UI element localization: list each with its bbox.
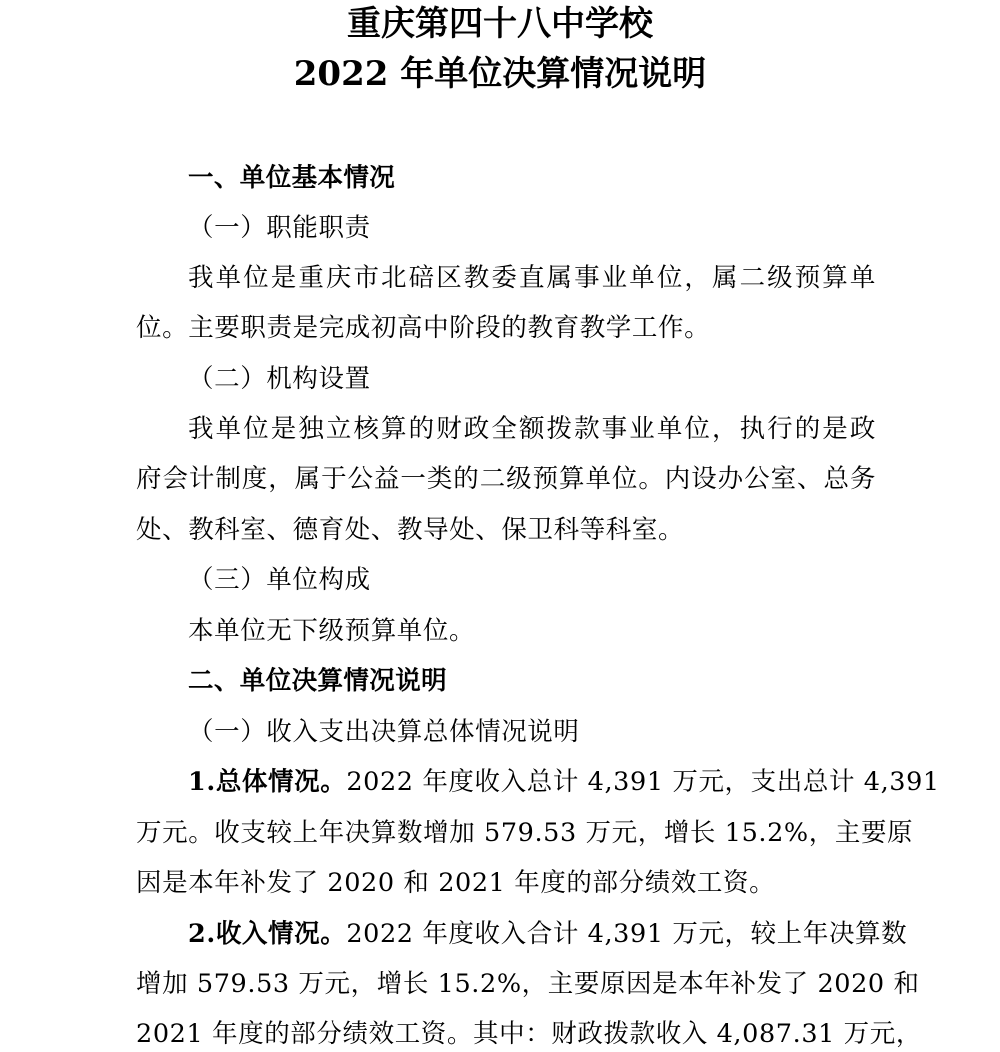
paragraph-line: 本单位无下级预算单位。	[188, 616, 476, 646]
subsection-heading-income-expenditure: （一）收入支出决算总体情况说明	[188, 717, 580, 747]
paragraph-line: 2021 年度的部分绩效工资。其中：财政拨款收入 4,087.31 万元，	[136, 1019, 922, 1049]
section-heading-basic-info: 一、单位基本情况	[188, 163, 396, 193]
subsection-heading-functions: （一）职能职责	[188, 213, 371, 243]
paragraph-text: 2022 年度收入合计 4,391 万元，较上年决算数	[346, 919, 908, 949]
paragraph-line: 我单位是重庆市北碚区教委直属事业单位，属二级预算单	[188, 263, 876, 293]
subsection-heading-organization: （二）机构设置	[188, 364, 371, 394]
paragraph-line: 处、教科室、德育处、教导处、保卫科等科室。	[136, 515, 685, 545]
paragraph-text: 2022 年度收入总计 4,391 万元，支出总计 4,391	[346, 767, 940, 797]
paragraph-line-overall	[188, 764, 940, 800]
paragraph-line: 府会计制度，属于公益一类的二级预算单位。内设办公室、总务	[136, 464, 876, 494]
subsection-heading-composition: （三）单位构成	[188, 565, 371, 595]
document-title: 重庆第四十八中学校	[347, 4, 653, 44]
paragraph-line: 因是本年补发了 2020 和 2021 年度的部分绩效工资。	[136, 868, 776, 898]
paragraph-line: 位。主要职责是完成初高中阶段的教育教学工作。	[136, 313, 711, 343]
paragraph-line-income	[188, 916, 908, 952]
document-subtitle: 2022 年单位决算情况说明	[293, 54, 707, 94]
paragraph-line: 万元。收支较上年决算数增加 579.53 万元，增长 15.2%，主要原	[136, 818, 914, 848]
paragraph-label-income: 2.收入情况。	[188, 919, 347, 949]
paragraph-label-overall: 1.总体情况。	[188, 767, 347, 797]
paragraph-line: 我单位是独立核算的财政全额拨款事业单位，执行的是政	[188, 414, 876, 444]
section-heading-final-accounts: 二、单位决算情况说明	[188, 666, 448, 696]
paragraph-line: 增加 579.53 万元，增长 15.2%，主要原因是本年补发了 2020 和	[136, 969, 920, 999]
